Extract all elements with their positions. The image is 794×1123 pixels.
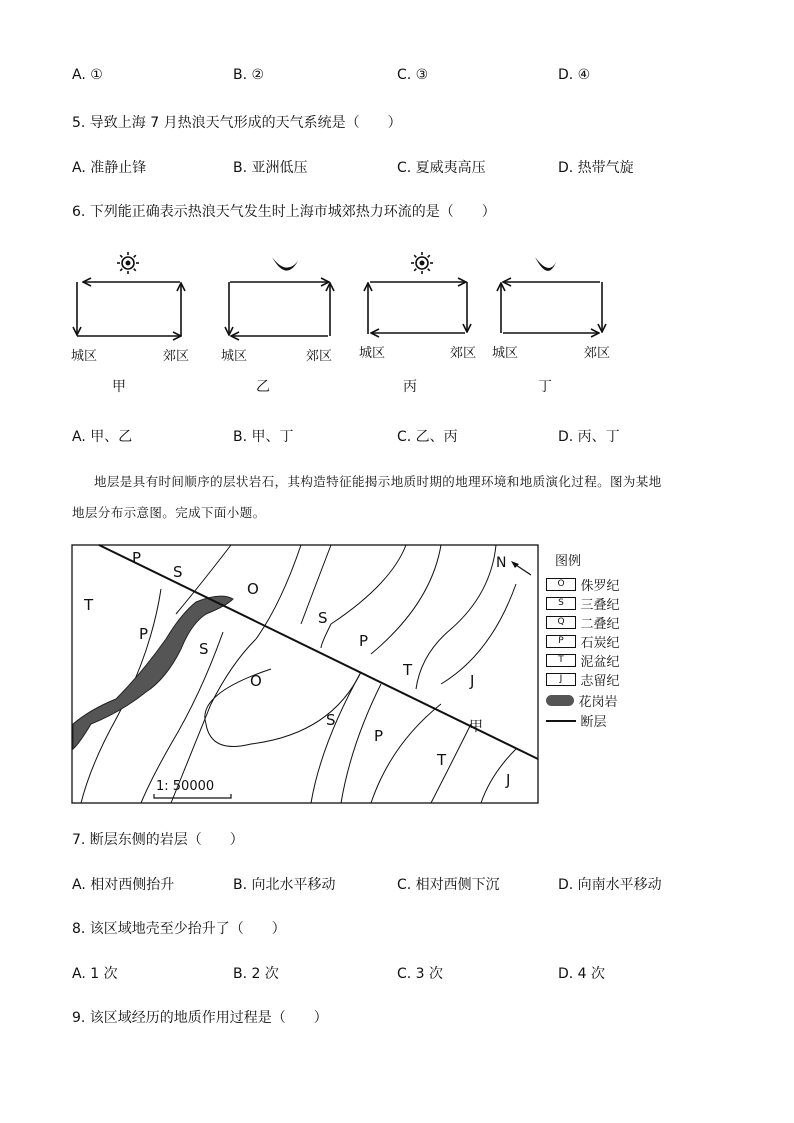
q6-option-b: B. 甲、丁 (233, 429, 294, 445)
q7-stem: 7. 断层东侧的岩层（ ） (72, 832, 244, 848)
q8-option-d: D. 4 次 (558, 966, 606, 982)
legend-symbol: O (546, 578, 576, 591)
jia-left-label: 城区 (71, 349, 98, 364)
legend (546, 575, 619, 731)
legend-symbol: J (546, 673, 576, 686)
ding-right-label: 郊区 (584, 346, 611, 361)
q6-option-c: C. 乙、丙 (397, 429, 458, 445)
legend-symbol: P (546, 635, 576, 648)
legend-name: 三叠纪 (580, 598, 620, 613)
jia-name: 甲 (112, 379, 126, 395)
q9-stem: 9. 该区域经历的地质作用过程是（ ） (72, 1010, 328, 1026)
legend-item (546, 575, 619, 594)
bing-right-label: 郊区 (450, 346, 477, 361)
diagram-bing (368, 252, 467, 334)
moon-icon (272, 257, 298, 271)
q7-option-b: B. 向北水平移动 (233, 877, 336, 893)
q8-option-c: C. 3 次 (397, 966, 444, 982)
yi-name: 乙 (256, 379, 270, 395)
stratum-label: J (470, 672, 475, 690)
legend-item (546, 670, 619, 691)
bing-left-label: 城区 (359, 346, 386, 361)
legend-name: 二叠纪 (580, 617, 620, 632)
legend-item (546, 632, 619, 651)
legend-name: 断层 (580, 715, 607, 730)
stratum-label: O (250, 672, 262, 690)
passage-line-1: 地层是具有时间顺序的层状岩石，其构造特征能揭示地质时期的地理环境和地质演化过程。图为某地 (94, 474, 662, 489)
q8-option-a: A. 1 次 (72, 966, 118, 982)
legend-item-fault (546, 711, 619, 731)
diagram-yi (229, 257, 330, 336)
stratum-label: P (374, 727, 384, 745)
fault-swatch (546, 720, 576, 722)
q6-option-a: A. 甲、乙 (72, 429, 133, 445)
q5-option-c: C. 夏威夷高压 (397, 160, 486, 176)
map-north: N (496, 555, 507, 571)
stratum-label: J (506, 771, 511, 789)
granite-swatch (546, 695, 574, 706)
legend-name: 志留纪 (580, 674, 620, 689)
circulation-diagrams (60, 240, 640, 400)
passage-line-2: 地层分布示意图。完成下面小题。 (72, 505, 266, 520)
moon-icon (535, 257, 556, 271)
stratum-label: P (139, 625, 149, 643)
diagram-jia (77, 252, 181, 336)
q8-option-b: B. 2 次 (233, 966, 279, 982)
legend-item (546, 613, 619, 632)
q6-option-d: D. 丙、丁 (558, 429, 620, 445)
q4-option-d: D. ④ (558, 67, 591, 83)
legend-item (546, 594, 619, 613)
stratum-label: P (359, 632, 369, 650)
legend-title: 图例 (555, 554, 582, 569)
legend-symbol: Q (546, 616, 576, 629)
q4-option-c: C. ③ (397, 67, 429, 83)
stratum-label: S (199, 640, 209, 658)
map-scale: 1: 50000 (156, 779, 215, 794)
stratum-label: T (437, 751, 447, 769)
legend-name: 花岗岩 (578, 695, 618, 710)
sun-icon (117, 252, 139, 274)
q7-option-c: C. 相对西侧下沉 (397, 877, 500, 893)
legend-symbol: S (546, 597, 576, 610)
yi-left-label: 城区 (221, 349, 248, 364)
stratum-label: T (403, 661, 413, 679)
stratum-label: P (132, 549, 142, 567)
stratum-label: S (318, 609, 328, 627)
legend-name: 侏罗纪 (580, 579, 620, 594)
ding-name: 丁 (538, 379, 552, 395)
q5-option-b: B. 亚洲低压 (233, 160, 308, 176)
q6-stem: 6. 下列能正确表示热浪天气发生时上海市城郊热力环流的是（ ） (72, 204, 496, 220)
stratum-label: S (173, 563, 183, 581)
stratum-label: O (247, 580, 259, 598)
legend-name: 石炭纪 (580, 636, 620, 651)
q5-option-d: D. 热带气旋 (558, 160, 634, 176)
legend-name: 泥盆纪 (580, 655, 620, 670)
yi-right-label: 郊区 (306, 349, 333, 364)
legend-symbol: T (546, 654, 576, 667)
q8-stem: 8. 该区域地壳至少抬升了（ ） (72, 921, 286, 937)
legend-item-granite (546, 691, 619, 711)
legend-item (546, 651, 619, 670)
q4-option-b: B. ② (233, 67, 265, 83)
stratum-label: S (326, 711, 336, 729)
q7-option-a: A. 相对西侧抬升 (72, 877, 175, 893)
bing-name: 丙 (403, 379, 417, 395)
jia-right-label: 郊区 (163, 349, 190, 364)
stratum-label: T (84, 596, 94, 614)
ding-left-label: 城区 (492, 346, 519, 361)
diagram-ding (501, 257, 602, 333)
q4-option-a: A. ① (72, 67, 103, 83)
q5-stem: 5. 导致上海 7 月热浪天气形成的天气系统是（ ） (72, 115, 402, 131)
map-fault-label: 甲 (469, 719, 483, 735)
q5-option-a: A. 准静止锋 (72, 160, 147, 176)
sun-icon (411, 252, 433, 274)
q7-option-d: D. 向南水平移动 (558, 877, 662, 893)
